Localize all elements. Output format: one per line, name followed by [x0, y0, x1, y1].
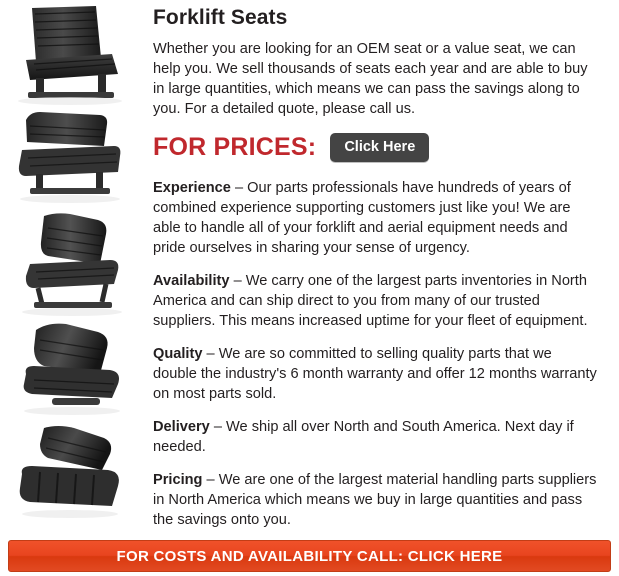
feature-experience	[153, 178, 599, 258]
seat-image-gallery	[0, 0, 148, 530]
for-prices-heading: FOR PRICES:	[153, 133, 317, 161]
click-here-button[interactable]: Click Here	[330, 133, 429, 162]
intro-paragraph: Whether you are looking for an OEM seat or a value seat, we can help you. We sell thousands of seats each year and are able to buy in large quantities, which means we can pass the savings along to you. For a detailed quote, please call us.	[153, 41, 588, 117]
seat-image-low-back-vinyl-seat	[0, 106, 148, 212]
feature-text-delivery: – We ship all over North and South America. Next day if needed.	[153, 419, 574, 455]
page-title: Forklift Seats	[153, 6, 288, 29]
feature-text-availability: – We carry one of the largest parts inventories in North America and can ship direct to you from many of our trusted suppliers. This means increased uptime for your fleet of equipment.	[153, 273, 588, 329]
feature-label-pricing: Pricing	[153, 472, 203, 488]
feature-text-experience: – Our parts professionals have hundreds of years of combined experience supporting customers just like you! We are able to handle all of your forklift and aerial equipment needs and pride ourselves in sharing your sense of urgency.	[153, 180, 571, 256]
feature-label-quality: Quality	[153, 346, 203, 362]
feature-quality	[153, 344, 599, 404]
molded-bucket-seat-icon	[0, 318, 148, 424]
article-content	[153, 6, 599, 543]
feature-availability	[153, 271, 599, 331]
prices-callout	[153, 133, 599, 162]
seat-image-folding-backrest-seat	[0, 0, 148, 106]
seat-image-ribbed-pan-seat	[0, 424, 148, 530]
feature-label-experience: Experience	[153, 180, 231, 196]
seat-image-molded-bucket-seat	[0, 318, 148, 424]
feature-label-availability: Availability	[153, 273, 230, 289]
high-back-suspension-seat-icon	[0, 212, 148, 318]
low-back-vinyl-seat-icon	[0, 106, 148, 212]
feature-text-pricing: – We are one of the largest material handling parts suppliers in North America which means we buy in large quantities and pass the savings onto you.	[153, 472, 597, 528]
ribbed-pan-seat-icon	[0, 424, 148, 530]
feature-label-delivery: Delivery	[153, 419, 210, 435]
feature-text-quality: – We are so committed to selling quality parts that we double the industry's 6 month warranty and offer 12 months warranty on most parts sold.	[153, 346, 597, 402]
feature-delivery	[153, 417, 599, 457]
seat-image-high-back-suspension-seat	[0, 212, 148, 318]
folding-backrest-seat-icon	[0, 0, 148, 106]
costs-availability-cta-bar[interactable]: FOR COSTS AND AVAILABILITY CALL: CLICK HERE	[8, 540, 611, 572]
feature-pricing	[153, 470, 599, 530]
